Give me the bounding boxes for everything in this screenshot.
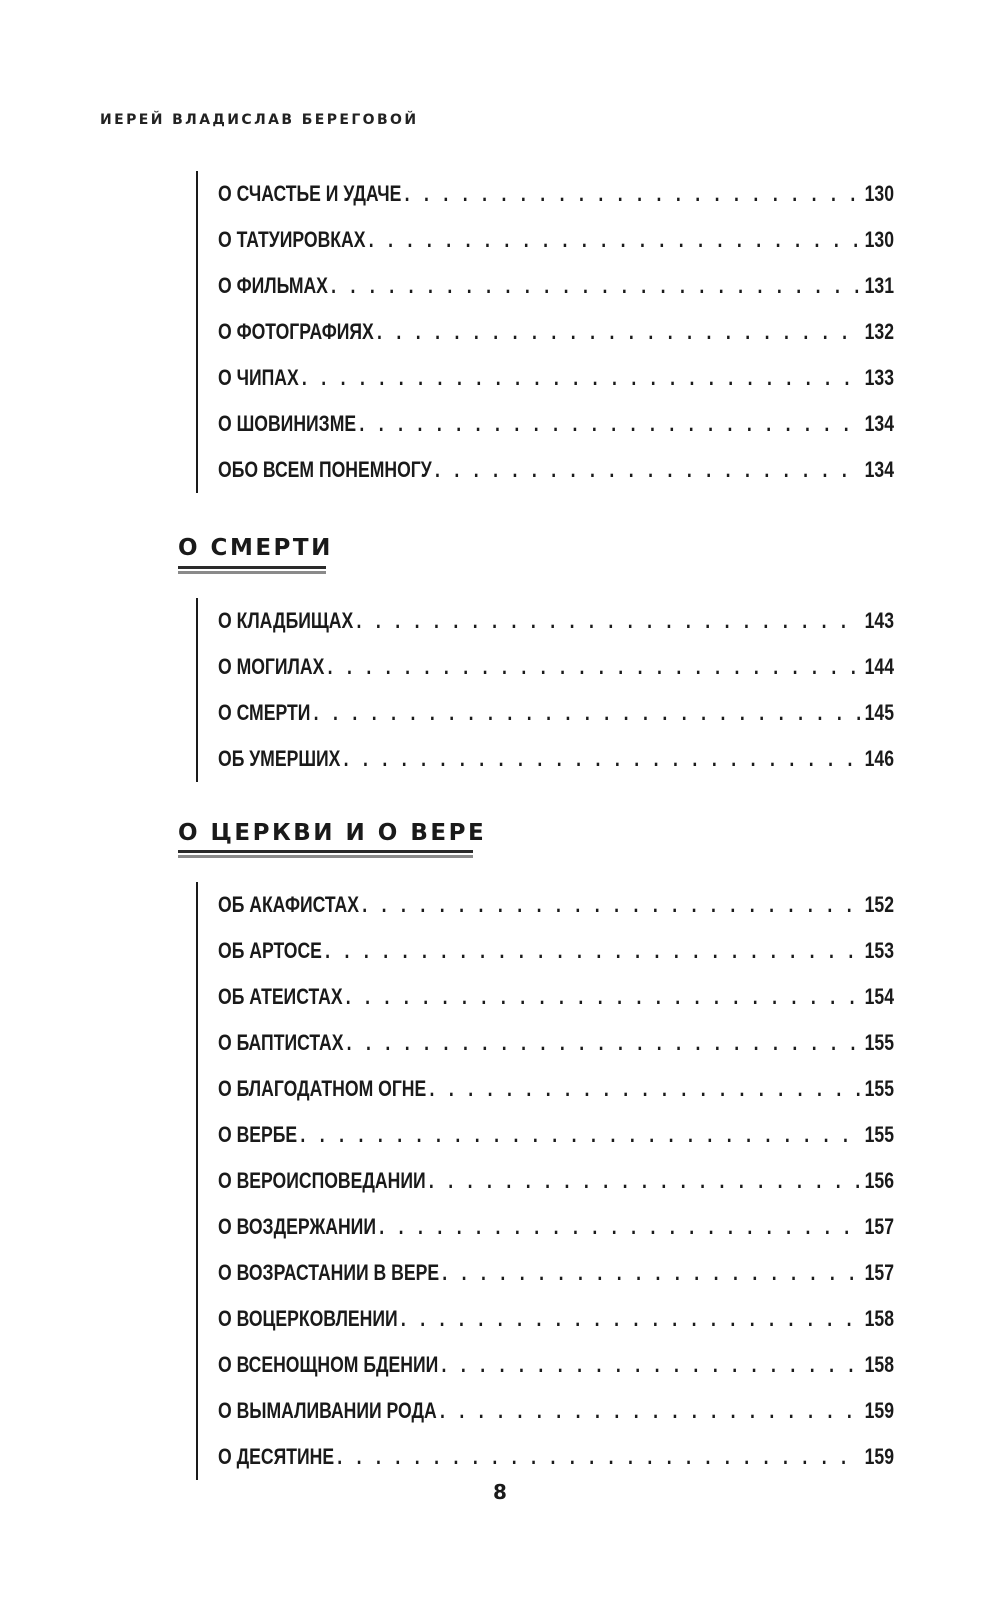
toc-leader [314, 690, 862, 736]
toc-leader [429, 1158, 862, 1204]
toc-entry-title: О ЧИПАХ [218, 365, 299, 390]
toc-entry-title: О СМЕРТИ [218, 700, 311, 725]
toc-entry-page: 152 [864, 892, 894, 917]
toc-entry-page: 156 [864, 1168, 894, 1193]
toc-entry-title: О БЛАГОДАТНОМ ОГНЕ [218, 1076, 427, 1101]
section-underline [178, 566, 326, 575]
toc-leader [356, 598, 861, 644]
toc-entry-title: О ШОВИНИЗМЕ [218, 411, 357, 436]
toc-leader [344, 736, 862, 782]
toc-entry-title: О МОГИЛАХ [218, 654, 325, 679]
toc-entry[interactable] [218, 598, 894, 644]
toc-leader [369, 217, 862, 263]
toc-leader [405, 171, 862, 217]
toc-entry-title: ОБО ВСЕМ ПОНЕМНОГУ [218, 457, 432, 482]
toc-entry[interactable] [218, 401, 894, 447]
toc-leader [377, 309, 861, 355]
toc-entry-title: О ТАТУИРОВКАХ [218, 227, 366, 252]
toc-entry-page: 134 [864, 457, 894, 482]
toc-entry-page: 153 [864, 938, 894, 963]
toc-leader [401, 1296, 862, 1342]
toc-leader [440, 1388, 861, 1434]
toc-leader [442, 1342, 862, 1388]
toc-entry[interactable] [218, 1020, 894, 1066]
toc-leader [359, 401, 861, 447]
page-number: 8 [493, 1480, 507, 1504]
toc-entry-page: 131 [864, 273, 894, 298]
toc-entry-page: 155 [864, 1076, 894, 1101]
toc-leader [300, 1112, 861, 1158]
toc-leader [337, 1434, 861, 1480]
toc-entry-page: 130 [864, 181, 894, 206]
toc-entry-page: 134 [864, 411, 894, 436]
toc-entry[interactable] [218, 1296, 894, 1342]
toc-entry-page: 143 [864, 608, 894, 633]
toc-entry-page: 157 [864, 1260, 894, 1285]
toc-leader [429, 1066, 861, 1112]
section-underline [178, 850, 473, 859]
toc-entry-title: ОБ АРТОСЕ [218, 938, 322, 963]
toc-entry[interactable] [218, 974, 894, 1020]
toc-entry-title: О ФИЛЬМАХ [218, 273, 328, 298]
toc-list-continued [196, 171, 894, 493]
toc-entry[interactable] [218, 1112, 894, 1158]
toc-entry-page: 158 [864, 1352, 894, 1377]
toc-entry[interactable] [218, 1250, 894, 1296]
toc-entry-title: О ДЕСЯТИНЕ [218, 1444, 335, 1469]
toc-entry-title: О ВСЕНОЩНОМ БДЕНИИ [218, 1352, 439, 1377]
toc-entry-page: 157 [864, 1214, 894, 1239]
toc-entry[interactable] [218, 736, 894, 782]
toc-entry-title: ОБ АКАФИСТАХ [218, 892, 359, 917]
toc-entry-title: О КЛАДБИЩАХ [218, 608, 354, 633]
toc-leader [346, 974, 862, 1020]
toc-leader [331, 263, 861, 309]
toc-entry[interactable] [218, 1434, 894, 1480]
toc-entry-title: О СЧАСТЬЕ И УДАЧЕ [218, 181, 402, 206]
toc-entry[interactable] [218, 1204, 894, 1250]
toc-entry-page: 132 [864, 319, 894, 344]
toc-entry[interactable] [218, 1388, 894, 1434]
toc-entry-page: 159 [864, 1444, 894, 1469]
toc-leader [325, 928, 861, 974]
toc-entry[interactable] [218, 171, 894, 217]
toc-entry-page: 155 [864, 1122, 894, 1147]
toc-entry-title: ОБ АТЕИСТАХ [218, 984, 343, 1009]
toc-entry-title: О ВОЗРАСТАНИИ В ВЕРЕ [218, 1260, 440, 1285]
toc-entry-page: 130 [864, 227, 894, 252]
toc-leader [442, 1250, 861, 1296]
toc-entry[interactable] [218, 447, 894, 493]
toc-entry-page: 144 [864, 654, 894, 679]
toc-entry[interactable] [218, 690, 894, 736]
toc-entry[interactable] [218, 644, 894, 690]
toc-entry-title: О ВЫМАЛИВАНИИ РОДА [218, 1398, 437, 1423]
toc-leader [362, 882, 861, 928]
toc-entry-title: О ФОТОГРАФИЯХ [218, 319, 374, 344]
toc-list-death [196, 598, 894, 782]
toc-entry-title: О ВОЗДЕРЖАНИИ [218, 1214, 376, 1239]
toc-entry-title: ОБ УМЕРШИХ [218, 746, 341, 771]
running-head: ИЕРЕЙ ВЛАДИСЛАВ БЕРЕГОВОЙ [100, 112, 419, 128]
toc-leader [435, 447, 861, 493]
toc-entry-title: О ВЕРБЕ [218, 1122, 298, 1147]
toc-leader [302, 355, 862, 401]
toc-entry[interactable] [218, 1066, 894, 1112]
toc-entry[interactable] [218, 355, 894, 401]
toc-entry[interactable] [218, 928, 894, 974]
section-title-death: О СМЕРТИ [178, 535, 333, 561]
toc-leader [347, 1020, 862, 1066]
toc-entry[interactable] [218, 309, 894, 355]
toc-entry-page: 158 [864, 1306, 894, 1331]
toc-entry-title: О БАПТИСТАХ [218, 1030, 344, 1055]
toc-entry-title: О ВЕРОИСПОВЕДАНИИ [218, 1168, 426, 1193]
toc-entry[interactable] [218, 263, 894, 309]
toc-leader [328, 644, 862, 690]
toc-entry[interactable] [218, 1342, 894, 1388]
toc-entry-page: 155 [864, 1030, 894, 1055]
toc-entry-page: 133 [864, 365, 894, 390]
toc-entry-title: О ВОЦЕРКОВЛЕНИИ [218, 1306, 398, 1331]
toc-entry[interactable] [218, 217, 894, 263]
toc-list-church [196, 882, 894, 1480]
section-title-church: О ЦЕРКВИ И О ВЕРЕ [178, 820, 487, 846]
toc-entry[interactable] [218, 1158, 894, 1204]
toc-entry-page: 154 [864, 984, 894, 1009]
toc-leader [379, 1204, 861, 1250]
toc-entry-page: 145 [864, 700, 894, 725]
toc-entry[interactable] [218, 882, 894, 928]
toc-entry-page: 159 [864, 1398, 894, 1423]
toc-entry-page: 146 [864, 746, 894, 771]
